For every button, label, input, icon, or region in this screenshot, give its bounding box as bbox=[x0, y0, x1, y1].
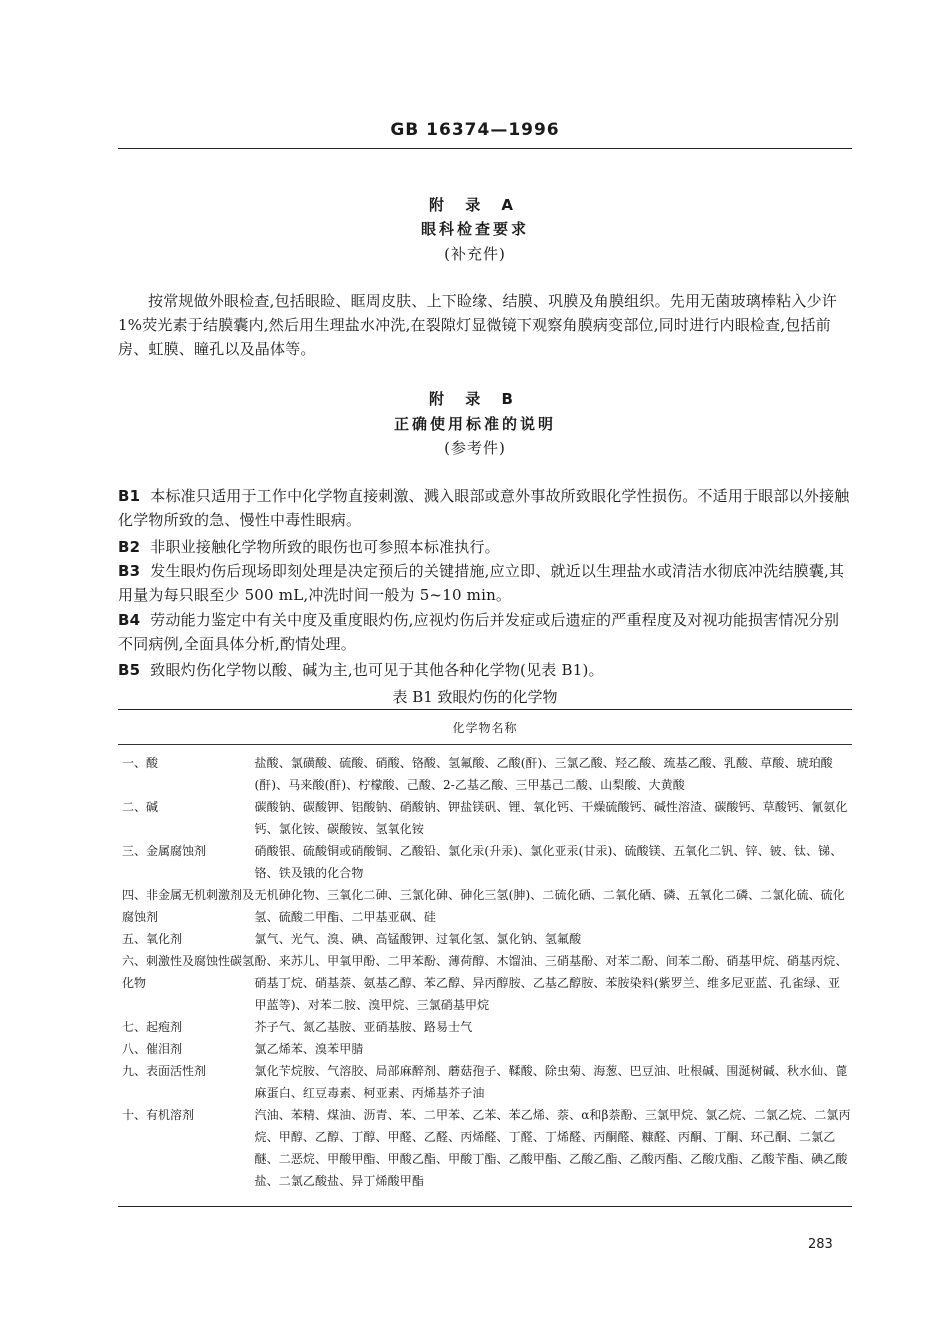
item-text: 劳动能力鉴定中有关中度及重度眼灼伤,应视灼伤后并发症或后遗症的严重程度及对视功能损害情况分别不同病例,全面具体分析,酌情处理。 bbox=[118, 611, 840, 653]
appendix-b-title: 正确使用标准的说明 bbox=[393, 415, 556, 433]
appendix-a-label: 附 录 A bbox=[428, 196, 522, 214]
item-text: 致眼灼伤化学物以酸、碱为主,也可见于其他各种化学物(见表 B1)。 bbox=[150, 661, 604, 679]
appendix-b-subtitle: (参考件) bbox=[444, 439, 506, 457]
appendix-a-subtitle: (补充件) bbox=[444, 245, 506, 263]
chemical-names-cell: 汽油、苯精、煤油、沥青、苯、二甲苯、乙苯、苯乙烯、萘、α和β萘酚、三氯甲烷、氯乙烷、二氯乙烷、二氯丙烷、甲醇、乙醇、丁醇、甲醛、乙醛、丙烯醛、丁醛、丁烯醛、丙酮醛、糠醛、丙酮、丁酮、环己酮、二氯乙醚、二恶烷、甲酸甲酯、甲酸乙酯、甲酸丁酯、乙酸甲酯、乙酸乙酯、乙酸丙酯、乙酸戊酯、乙酸苄酯、碘乙酸盐、二氯乙酸盐、异丁烯酸甲酯 bbox=[254, 1108, 851, 1188]
appendix-a-title: 眼科检查要求 bbox=[420, 220, 529, 238]
category-cell: 一、酸 bbox=[122, 756, 159, 770]
chemical-names-cell: 盐酸、氯磺酸、硫酸、硝酸、铬酸、氢氟酸、乙酸(酐)、三氯乙酸、羟乙酸、巯基乙酸、乳酸、草酸、琥珀酸(酐)、马来酸(酐)、柠檬酸、己酸、2-乙基乙酸、三甲基己二酸、山梨酸、大黄酸 bbox=[254, 756, 833, 792]
category-cell: 八、催泪剂 bbox=[122, 1042, 183, 1056]
table-row bbox=[118, 1060, 852, 1104]
chemical-names-cell: 氯化苄烷胺、气溶胶、局部麻醉剂、蘑菇孢子、鞣酸、除虫菊、海葱、巴豆油、吐根碱、围涎树碱、秋水仙、蓖麻蛋白、红豆毒素、柯亚素、丙烯基芥子油 bbox=[254, 1064, 848, 1100]
page-number: 283 bbox=[808, 1237, 833, 1252]
table-row bbox=[118, 796, 852, 840]
appendix-b-label: 附 录 B bbox=[429, 390, 521, 408]
chemical-names-cell: 酚、来苏儿、甲氧甲酚、二甲苯酚、薄荷醇、木馏油、三硝基酚、对苯二酚、间苯二酚、硝基甲烷、硝基丙烷、硝基丁烷、硝基萘、氨基乙醇、苯乙醇、异丙醇胺、乙基乙醇胺、苯胺染料(紫罗兰、维多尼亚蓝、孔雀绿、亚甲蓝等)、对苯二胺、溴甲烷、三氯硝基甲烷 bbox=[254, 954, 848, 1012]
chemicals-table bbox=[118, 752, 852, 1192]
table-row bbox=[118, 1016, 852, 1038]
chemical-names-cell: 芥子气、氮乙基胺、亚硝基胺、路易士气 bbox=[254, 1020, 473, 1034]
item-b2 bbox=[118, 535, 854, 559]
item-text: 发生眼灼伤后现场即刻处理是决定预后的关键措施,应立即、就近以生理盐水或清洁水彻底冲洗结膜囊,其用量为每只眼至少 500 mL,冲洗时间一般为 5~10 min。 bbox=[118, 562, 845, 604]
item-b1 bbox=[118, 484, 854, 532]
table-top-rule bbox=[118, 709, 852, 710]
table-row bbox=[118, 884, 852, 928]
category-cell: 七、起疱剂 bbox=[122, 1020, 183, 1034]
chemical-names-cell: 无机砷化物、三氧化二砷、三氯化砷、砷化三氢(胂)、二硫化硒、二氧化硒、磷、五氧化二磷、二氯化硫、硫化氢、硫酸二甲酯、二甲基亚砜、硅 bbox=[254, 888, 845, 924]
chemical-names-cell: 硝酸银、硫酸铜或硝酸铜、乙酸铅、氯化汞(升汞)、氯化亚汞(甘汞)、硫酸镁、五氧化二钒、锌、铍、钛、锑、铬、铁及锇的化合物 bbox=[254, 844, 843, 880]
item-text: 非职业接触化学物所致的眼伤也可参照本标准执行。 bbox=[150, 538, 500, 556]
item-b5 bbox=[118, 658, 854, 682]
table-row bbox=[118, 752, 852, 796]
item-b3 bbox=[118, 559, 854, 607]
table-row bbox=[118, 840, 852, 884]
item-number: B1 bbox=[118, 487, 141, 505]
item-number: B4 bbox=[118, 611, 141, 629]
category-cell: 五、氧化剂 bbox=[122, 932, 183, 946]
table-row bbox=[118, 950, 852, 1016]
item-number: B2 bbox=[118, 538, 141, 556]
item-text: 本标准只适用于工作中化学物直接刺激、溅入眼部或意外事故所致眼化学性损伤。不适用于眼部以外接触化学物所致的急、慢性中毒性眼病。 bbox=[118, 487, 850, 529]
item-number: B3 bbox=[118, 562, 141, 580]
item-b4 bbox=[118, 608, 854, 656]
item-number: B5 bbox=[118, 661, 141, 679]
chemical-names-cell: 碳酸钠、碳酸钾、铝酸钠、硝酸钠、钾盐镁矾、锂、氧化钙、干燥硫酸钙、碱性溶渣、碳酸钙、草酸钙、氰氨化钙、氯化铵、碳酸铵、氢氧化铵 bbox=[254, 800, 848, 836]
table-row bbox=[118, 1038, 852, 1060]
standard-id: GB 16374—1996 bbox=[390, 120, 560, 140]
table-row bbox=[118, 928, 852, 950]
table-header-rule bbox=[118, 744, 852, 745]
chemical-names-cell: 氯乙烯苯、溴苯甲腈 bbox=[254, 1042, 364, 1056]
table-row bbox=[118, 1104, 852, 1192]
category-cell: 二、碱 bbox=[122, 800, 159, 814]
table-title: 表 B1 致眼灼伤的化学物 bbox=[392, 688, 558, 706]
category-cell: 十、有机溶剂 bbox=[122, 1108, 195, 1122]
header-rule bbox=[118, 148, 852, 149]
table-bottom-rule bbox=[118, 1206, 852, 1207]
table-column-header: 化学物名称 bbox=[452, 721, 518, 735]
category-cell: 九、表面活性剂 bbox=[122, 1064, 207, 1078]
category-cell: 四、非金属无机刺激剂及腐蚀剂 bbox=[122, 888, 255, 924]
category-cell: 六、刺激性及腐蚀性碳氢化物 bbox=[122, 954, 255, 990]
appendix-a-body: 按常规做外眼检查,包括眼睑、眶周皮肤、上下睑缘、结膜、巩膜及角膜组织。先用无菌玻璃棒粘入少许1%荧光素于结膜囊内,然后用生理盐水冲洗,在裂隙灯显微镜下观察角膜病变部位,同时进行内眼检查,包括前房、虹膜、瞳孔以及晶体等。 bbox=[118, 292, 837, 358]
category-cell: 三、金属腐蚀剂 bbox=[122, 844, 207, 858]
chemical-names-cell: 氯气、光气、溴、碘、高锰酸钾、过氧化氢、氯化钠、氢氟酸 bbox=[254, 932, 582, 946]
